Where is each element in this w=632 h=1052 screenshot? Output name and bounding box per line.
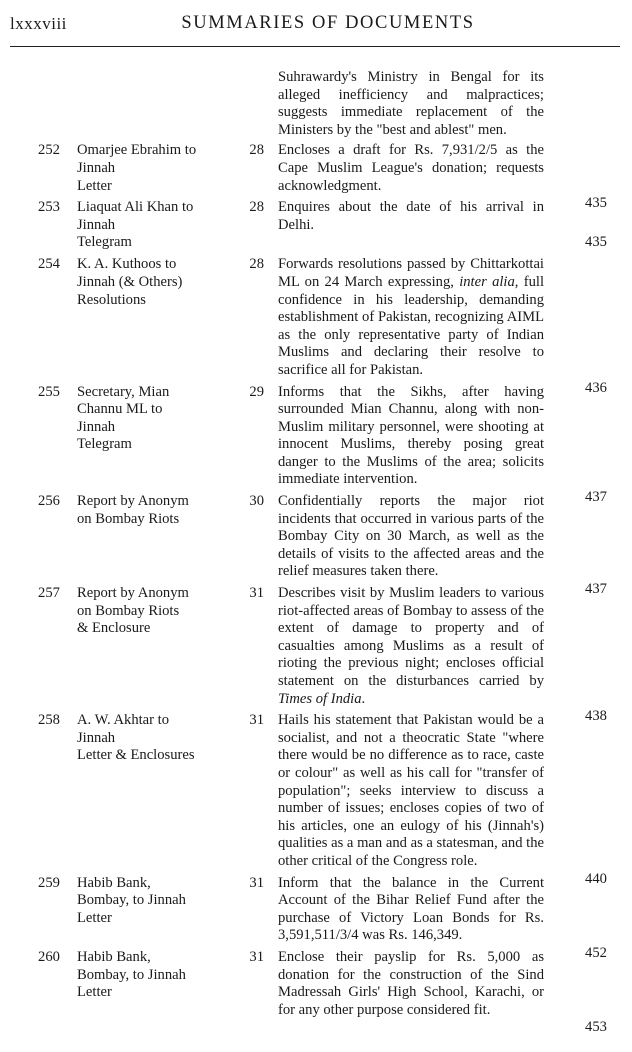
- entry-date: 30: [249, 493, 264, 510]
- entry-summary: Hails his statement that Pakistan would be a socialist, and not a theocratic State "where there would be no difference as to race, caste or colour" as well as his call for "transfer of population"; seeks interview to discuss a number of issues; encloses copies of two of his articles, one an eulogy of his (Jinnah's) qualities as a man and as a statesman, and the other critical of the Congress role.: [278, 712, 544, 869]
- entry-correspondent: [77, 712, 227, 765]
- entry-page: 435: [585, 195, 607, 212]
- page-folio: lxxxviii: [10, 14, 67, 33]
- entry-correspondent: [77, 585, 227, 638]
- document-entry: [0, 948, 632, 1036]
- entry-number: 258: [38, 712, 60, 729]
- correspondent-line: Channu ML to: [77, 401, 163, 418]
- page-header: [10, 12, 620, 47]
- entry-date: 28: [249, 199, 264, 216]
- summaries-list: [0, 69, 632, 1036]
- correspondent-line: Jinnah: [77, 216, 116, 233]
- correspondent-line: Report by Anonym: [77, 585, 189, 602]
- correspondent-line: Resolutions: [77, 291, 146, 308]
- entry-correspondent: [77, 142, 227, 195]
- correspondent-line: on Bombay Riots: [77, 602, 180, 619]
- entry-number: 255: [38, 383, 60, 400]
- correspondent-line: Liaquat Ali Khan to: [77, 199, 194, 216]
- entry-summary: Confidentially reports the major riot incidents that occurred in various parts of the Bombay City on 30 March, as well as the details of visits to the affected areas and the relief measures taken there.: [278, 493, 544, 580]
- entry-correspondent: [77, 875, 227, 928]
- entry-page: 440: [585, 870, 607, 887]
- entry-correspondent: [77, 949, 227, 1002]
- correspondent-line: & Enclosure: [77, 620, 151, 637]
- correspondent-line: Omarjee Ebrahim to: [77, 142, 197, 159]
- entry-page: 437: [585, 581, 607, 598]
- correspondent-line: Letter: [77, 909, 112, 926]
- entry-page: 435: [585, 234, 607, 251]
- entry-correspondent: [77, 384, 227, 454]
- correspondent-line: Report by Anonym: [77, 493, 189, 510]
- entry-number: 259: [38, 874, 60, 891]
- correspondent-line: Habib Bank,: [77, 874, 151, 891]
- entry-page: 438: [585, 708, 607, 725]
- entry-summary: [278, 585, 544, 708]
- entry-date: 31: [249, 585, 264, 602]
- entry-number: 253: [38, 199, 60, 216]
- entry-summary: Enquires about the date of his arrival in Delhi.: [278, 199, 544, 233]
- correspondent-line: Jinnah: [77, 729, 116, 746]
- correspondent-line: Telegram: [77, 234, 132, 251]
- entry-number: 260: [38, 948, 60, 965]
- entry-summary: Suhrawardy's Ministry in Bengal for its alleged inefficiency and malpractices; suggests immediate replacement of the Ministers by the "best and ablest" men.: [278, 69, 544, 138]
- entry-summary: Inform that the balance in the Current Account of the Bihar Relief Fund after the purchase of Victory Loan Bonds for Rs. 3,591,511/3/4 was Rs. 146,349.: [278, 874, 544, 944]
- entry-number: 254: [38, 256, 60, 273]
- correspondent-line: Letter & Enclosures: [77, 747, 195, 764]
- entry-page: 452: [585, 944, 607, 961]
- entry-page: 436: [585, 379, 607, 396]
- summary-text: , full confidence in his leadership, demanding establishment of Pakistan, recognizing AIML as the only representative party of Indian Muslims and declaring their resolve to sacrifice all for Pakistan.: [278, 273, 544, 378]
- summary-text: Describes visit by Muslim leaders to various riot-affected areas of Bombay to assess of the extent of damage to property and of casualties among Muslims as a result of rioting the previous night; encloses official statement on the disturbances carried by: [278, 585, 544, 689]
- entry-summary: Informs that the Sikhs, after having surrounded Mian Channu, along with non-Muslim military personnel, were shooting at innocent Muslims, thereby posing great danger to the Muslims of the area; solicits immediate intervention.: [278, 383, 544, 488]
- running-title: SUMMARIES OF DOCUMENTS: [181, 13, 475, 33]
- correspondent-line: K. A. Kuthoos to: [77, 256, 177, 273]
- entry-date: 31: [249, 874, 264, 891]
- entry-date: 31: [249, 712, 264, 729]
- correspondent-line: A. W. Akhtar to: [77, 712, 170, 729]
- document-entry: [0, 199, 632, 251]
- summary-text: Forwards resolutions passed by Chittarkottai ML on 24 March expressing,: [278, 256, 544, 290]
- entry-correspondent: [77, 199, 227, 252]
- correspondent-line: Jinnah (& Others): [77, 273, 183, 290]
- correspondent-line: Telegram: [77, 436, 132, 453]
- entry-date: 28: [249, 142, 264, 159]
- correspondent-line: Bombay, to Jinnah: [77, 966, 186, 983]
- correspondent-line: on Bombay Riots: [77, 510, 180, 527]
- summary-text: .: [361, 690, 366, 707]
- correspondent-line: Letter: [77, 984, 112, 1001]
- entry-page: 437: [585, 489, 607, 506]
- correspondent-line: Letter: [77, 177, 112, 194]
- summary-italic: inter alia: [459, 273, 515, 290]
- entry-number: 252: [38, 142, 60, 159]
- summary-italic: Times of India: [278, 690, 362, 707]
- entry-summary: Enclose their payslip for Rs. 5,000 as donation for the construction of the Sind Madressah Girls' High School, Karachi, or for any other purpose considered fit.: [278, 948, 544, 1018]
- entry-correspondent: [77, 256, 227, 309]
- entry-number: 257: [38, 585, 60, 602]
- entry-page: 453: [585, 1019, 607, 1036]
- correspondent-line: Jinnah: [77, 418, 116, 435]
- correspondent-line: Secretary, Mian: [77, 383, 170, 400]
- entry-summary: [278, 256, 544, 379]
- entry-date: 29: [249, 383, 264, 400]
- correspondent-line: Jinnah: [77, 159, 116, 176]
- entry-number: 256: [38, 493, 60, 510]
- entry-date: 31: [249, 948, 264, 965]
- entry-summary: Encloses a draft for Rs. 7,931/2/5 as the Cape Muslim League's donation; requests acknowledgment.: [278, 142, 544, 194]
- entry-date: 28: [249, 256, 264, 273]
- correspondent-line: Bombay, to Jinnah: [77, 892, 186, 909]
- entry-correspondent: [77, 493, 227, 528]
- correspondent-line: Habib Bank,: [77, 948, 151, 965]
- continuation-entry: [0, 69, 632, 139]
